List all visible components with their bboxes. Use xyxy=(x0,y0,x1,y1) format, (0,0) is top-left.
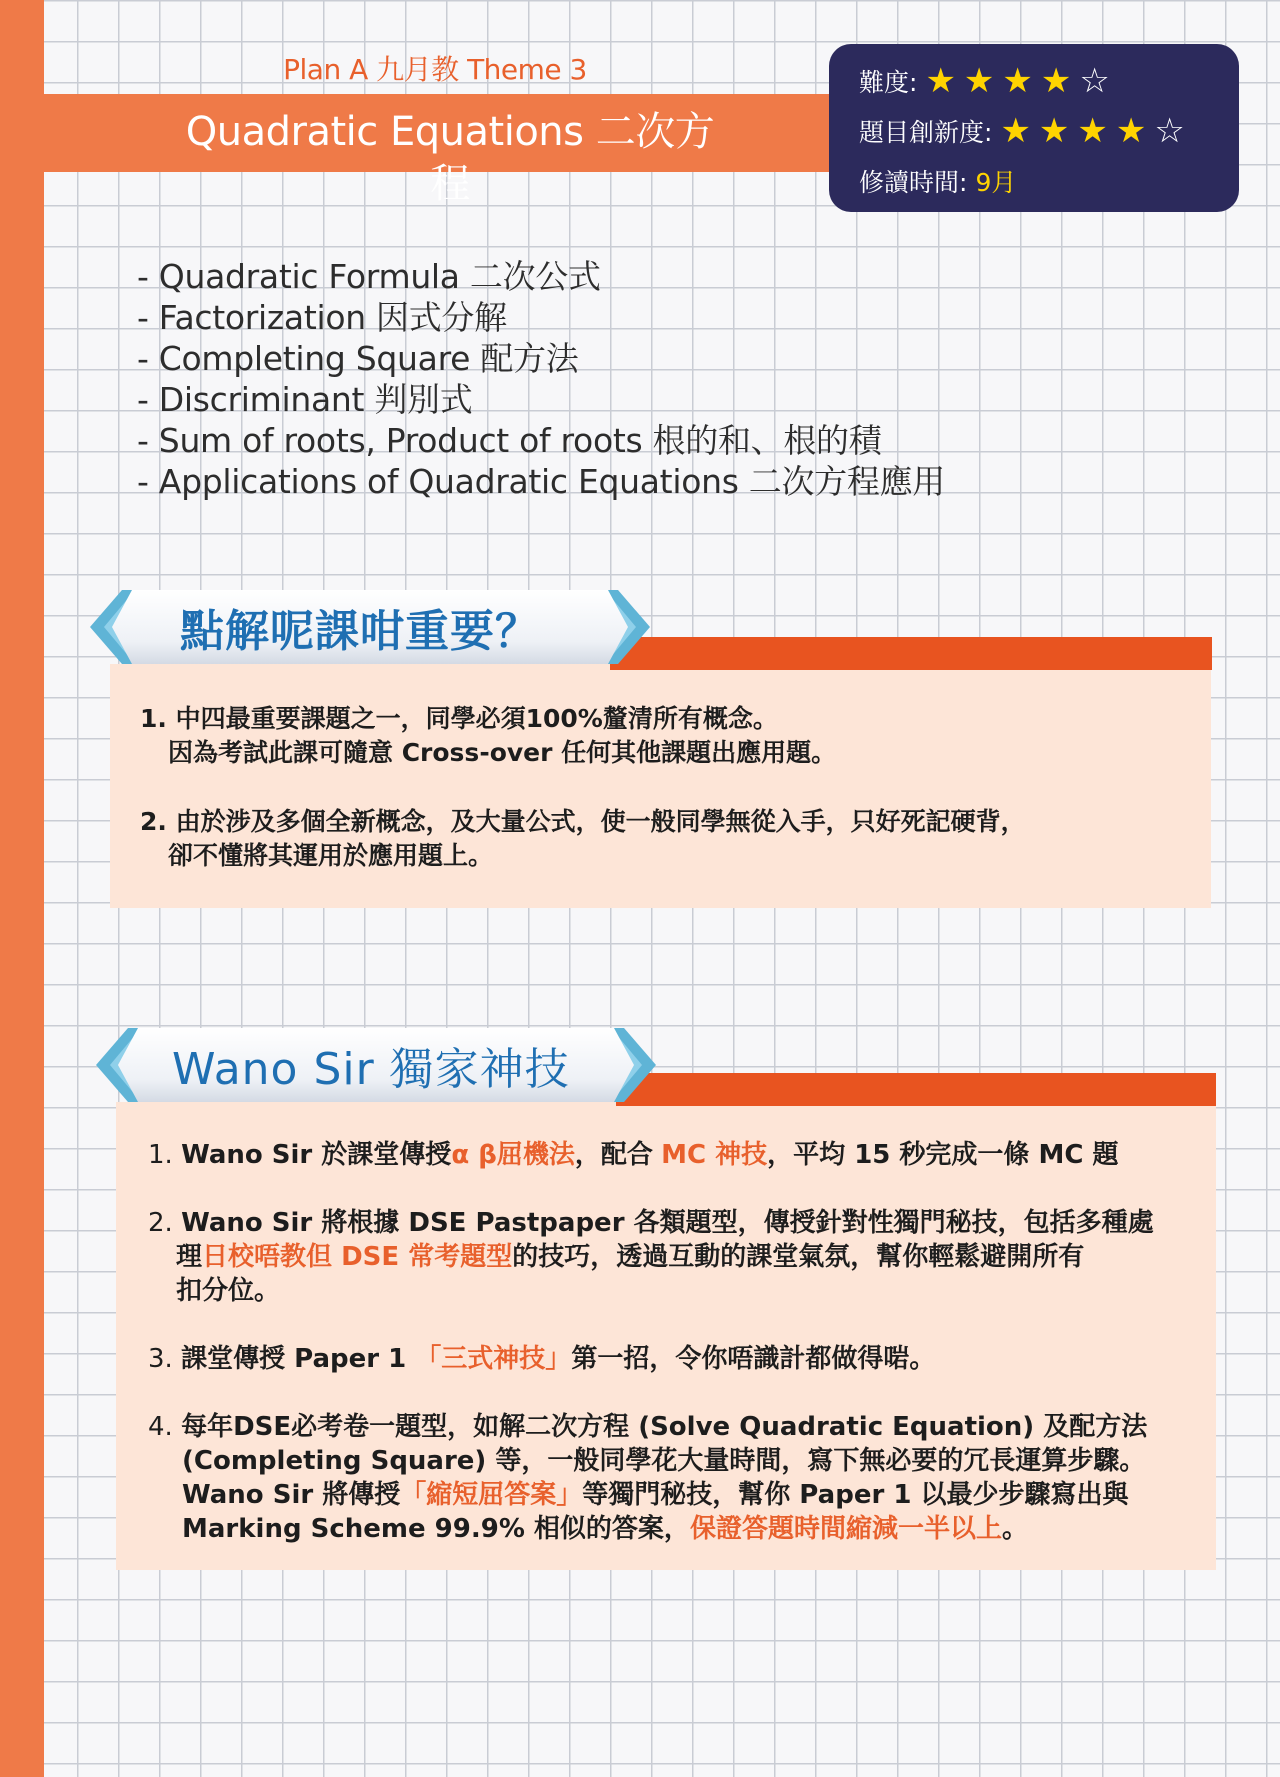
item-text: Wano Sir 將傳授 xyxy=(182,1480,401,1510)
topic-item: - Sum of roots, Product of roots 根的和、根的積 xyxy=(137,421,882,460)
left-accent-strip xyxy=(0,0,44,1777)
highlight-text: α β屈機法 xyxy=(451,1140,575,1170)
tips-item-4-cont xyxy=(182,1444,1145,1478)
plan-label: Plan A 九月教 Theme 3 xyxy=(283,53,587,86)
tips-item-2-cont xyxy=(176,1274,280,1308)
item-text: 第一招，令你唔識計都做得啱。 xyxy=(571,1344,936,1374)
topic-item: - Completing Square 配方法 xyxy=(137,339,579,378)
tips-section-title: Wano Sir 獨家神技 xyxy=(172,1044,570,1095)
item-text: 的技巧，透過互動的課堂氣氛，幫你輕鬆避開所有 xyxy=(512,1242,1085,1272)
creativity-rating xyxy=(1000,111,1192,151)
tips-item-4 xyxy=(148,1410,1147,1444)
star-filled-icon: ★ xyxy=(963,61,995,101)
tips-item-2-cont xyxy=(176,1240,1084,1274)
tips-item-3 xyxy=(148,1342,935,1376)
highlight-text: 日校唔教但 DSE 常考題型 xyxy=(202,1242,513,1272)
item-text: 等獨門秘技，幫你 Paper 1 以最少步驟寫出與 xyxy=(582,1480,1129,1510)
title-bar xyxy=(44,94,844,207)
item-text: 理 xyxy=(176,1242,203,1272)
star-filled-icon: ★ xyxy=(1002,61,1033,101)
item-text: Wano Sir 於課堂傳授 xyxy=(181,1140,452,1170)
ribbon-bar xyxy=(610,637,1212,670)
topic-item: - Factorization 因式分解 xyxy=(137,298,507,337)
item-number: 2. xyxy=(148,1208,173,1238)
star-filled-icon: ★ xyxy=(1115,111,1147,151)
item-text: ，平均 15 秒完成一條 MC 題 xyxy=(767,1140,1119,1170)
highlight-text: 保證答題時間縮減一半以上 xyxy=(689,1514,1002,1544)
item-text: 由於涉及多個全新概念，及大量公式，使一般同學無從入手，只好死記硬背， xyxy=(175,807,1026,836)
item-text: Wano Sir 將根據 DSE Pastpaper 各類題型，傳授針對性獨門秘技，包括多種處 xyxy=(181,1208,1154,1238)
item-text: ，配合 xyxy=(574,1140,653,1170)
why-item-1 xyxy=(140,702,778,735)
why-item-2 xyxy=(140,805,1026,838)
item-text: 扣分位。 xyxy=(176,1276,281,1306)
study-time-value: 9月 xyxy=(975,168,1017,197)
item-number: 4. xyxy=(148,1412,173,1442)
creativity-label: 題目創新度: xyxy=(859,118,993,147)
tips-item-1 xyxy=(148,1138,1118,1172)
star-filled-icon: ★ xyxy=(1077,111,1108,151)
tips-item-4-cont xyxy=(182,1512,1028,1546)
item-text: 每年DSE必考卷一題型，如解二次方程 (Solve Quadratic Equation) 及配方法 xyxy=(181,1412,1148,1442)
highlight-text: MC 神技 xyxy=(661,1140,768,1170)
item-text: 。 xyxy=(1001,1514,1028,1544)
difficulty-label: 難度: xyxy=(859,68,918,97)
star-filled-icon: ★ xyxy=(1038,111,1070,151)
highlight-text: 「三式神技」 xyxy=(415,1344,572,1374)
topic-item: - Discriminant 判別式 xyxy=(137,380,473,419)
item-number: 1. xyxy=(140,704,167,733)
study-time-label: 修讀時間: xyxy=(859,168,968,197)
highlight-text: 「縮短屈答案」 xyxy=(400,1480,583,1510)
item-text: (Completing Square) 等，一般同學花大量時間，寫下無必要的冗長運算步驟。 xyxy=(182,1446,1146,1476)
topic-list xyxy=(137,256,945,502)
why-item-1-cont: 因為考試此課可隨意 Cross-over 任何其他課題出應用題。 xyxy=(168,738,837,767)
tips-item-2 xyxy=(148,1206,1154,1240)
page-title: Quadratic Equations 二次方程 xyxy=(185,109,715,207)
why-section-title: 點解呢課咁重要？ xyxy=(180,606,540,657)
item-text: 中四最重要課題之一，同學必須100%釐清所有概念。 xyxy=(175,704,778,733)
tips-content-box xyxy=(116,1102,1216,1570)
difficulty-row xyxy=(859,56,1209,106)
star-empty-icon: ☆ xyxy=(1079,61,1110,101)
tips-item-4-cont xyxy=(182,1478,1128,1512)
tips-section-header xyxy=(96,1028,1216,1108)
star-empty-icon: ☆ xyxy=(1154,111,1185,151)
ribbon-bar xyxy=(616,1073,1216,1106)
star-filled-icon: ★ xyxy=(1000,111,1031,151)
creativity-row xyxy=(859,106,1209,156)
item-number: 3. xyxy=(148,1344,173,1374)
item-text: Marking Scheme 99.9% 相似的答案， xyxy=(182,1514,690,1544)
topic-item: - Applications of Quadratic Equations 二次方程應用 xyxy=(137,462,945,501)
why-section-header xyxy=(90,590,1212,670)
star-filled-icon: ★ xyxy=(925,61,956,101)
why-item-2-cont: 卻不懂將其運用於應用題上。 xyxy=(168,841,494,870)
study-time-row xyxy=(859,156,1209,206)
topic-item: - Quadratic Formula 二次公式 xyxy=(137,257,601,296)
star-filled-icon: ★ xyxy=(1040,61,1072,101)
info-card xyxy=(829,44,1239,212)
difficulty-rating xyxy=(925,61,1117,101)
item-number: 1. xyxy=(148,1140,173,1170)
item-text: 課堂傳授 Paper 1 xyxy=(181,1344,416,1374)
item-number: 2. xyxy=(140,807,167,836)
why-content-box xyxy=(110,664,1211,908)
